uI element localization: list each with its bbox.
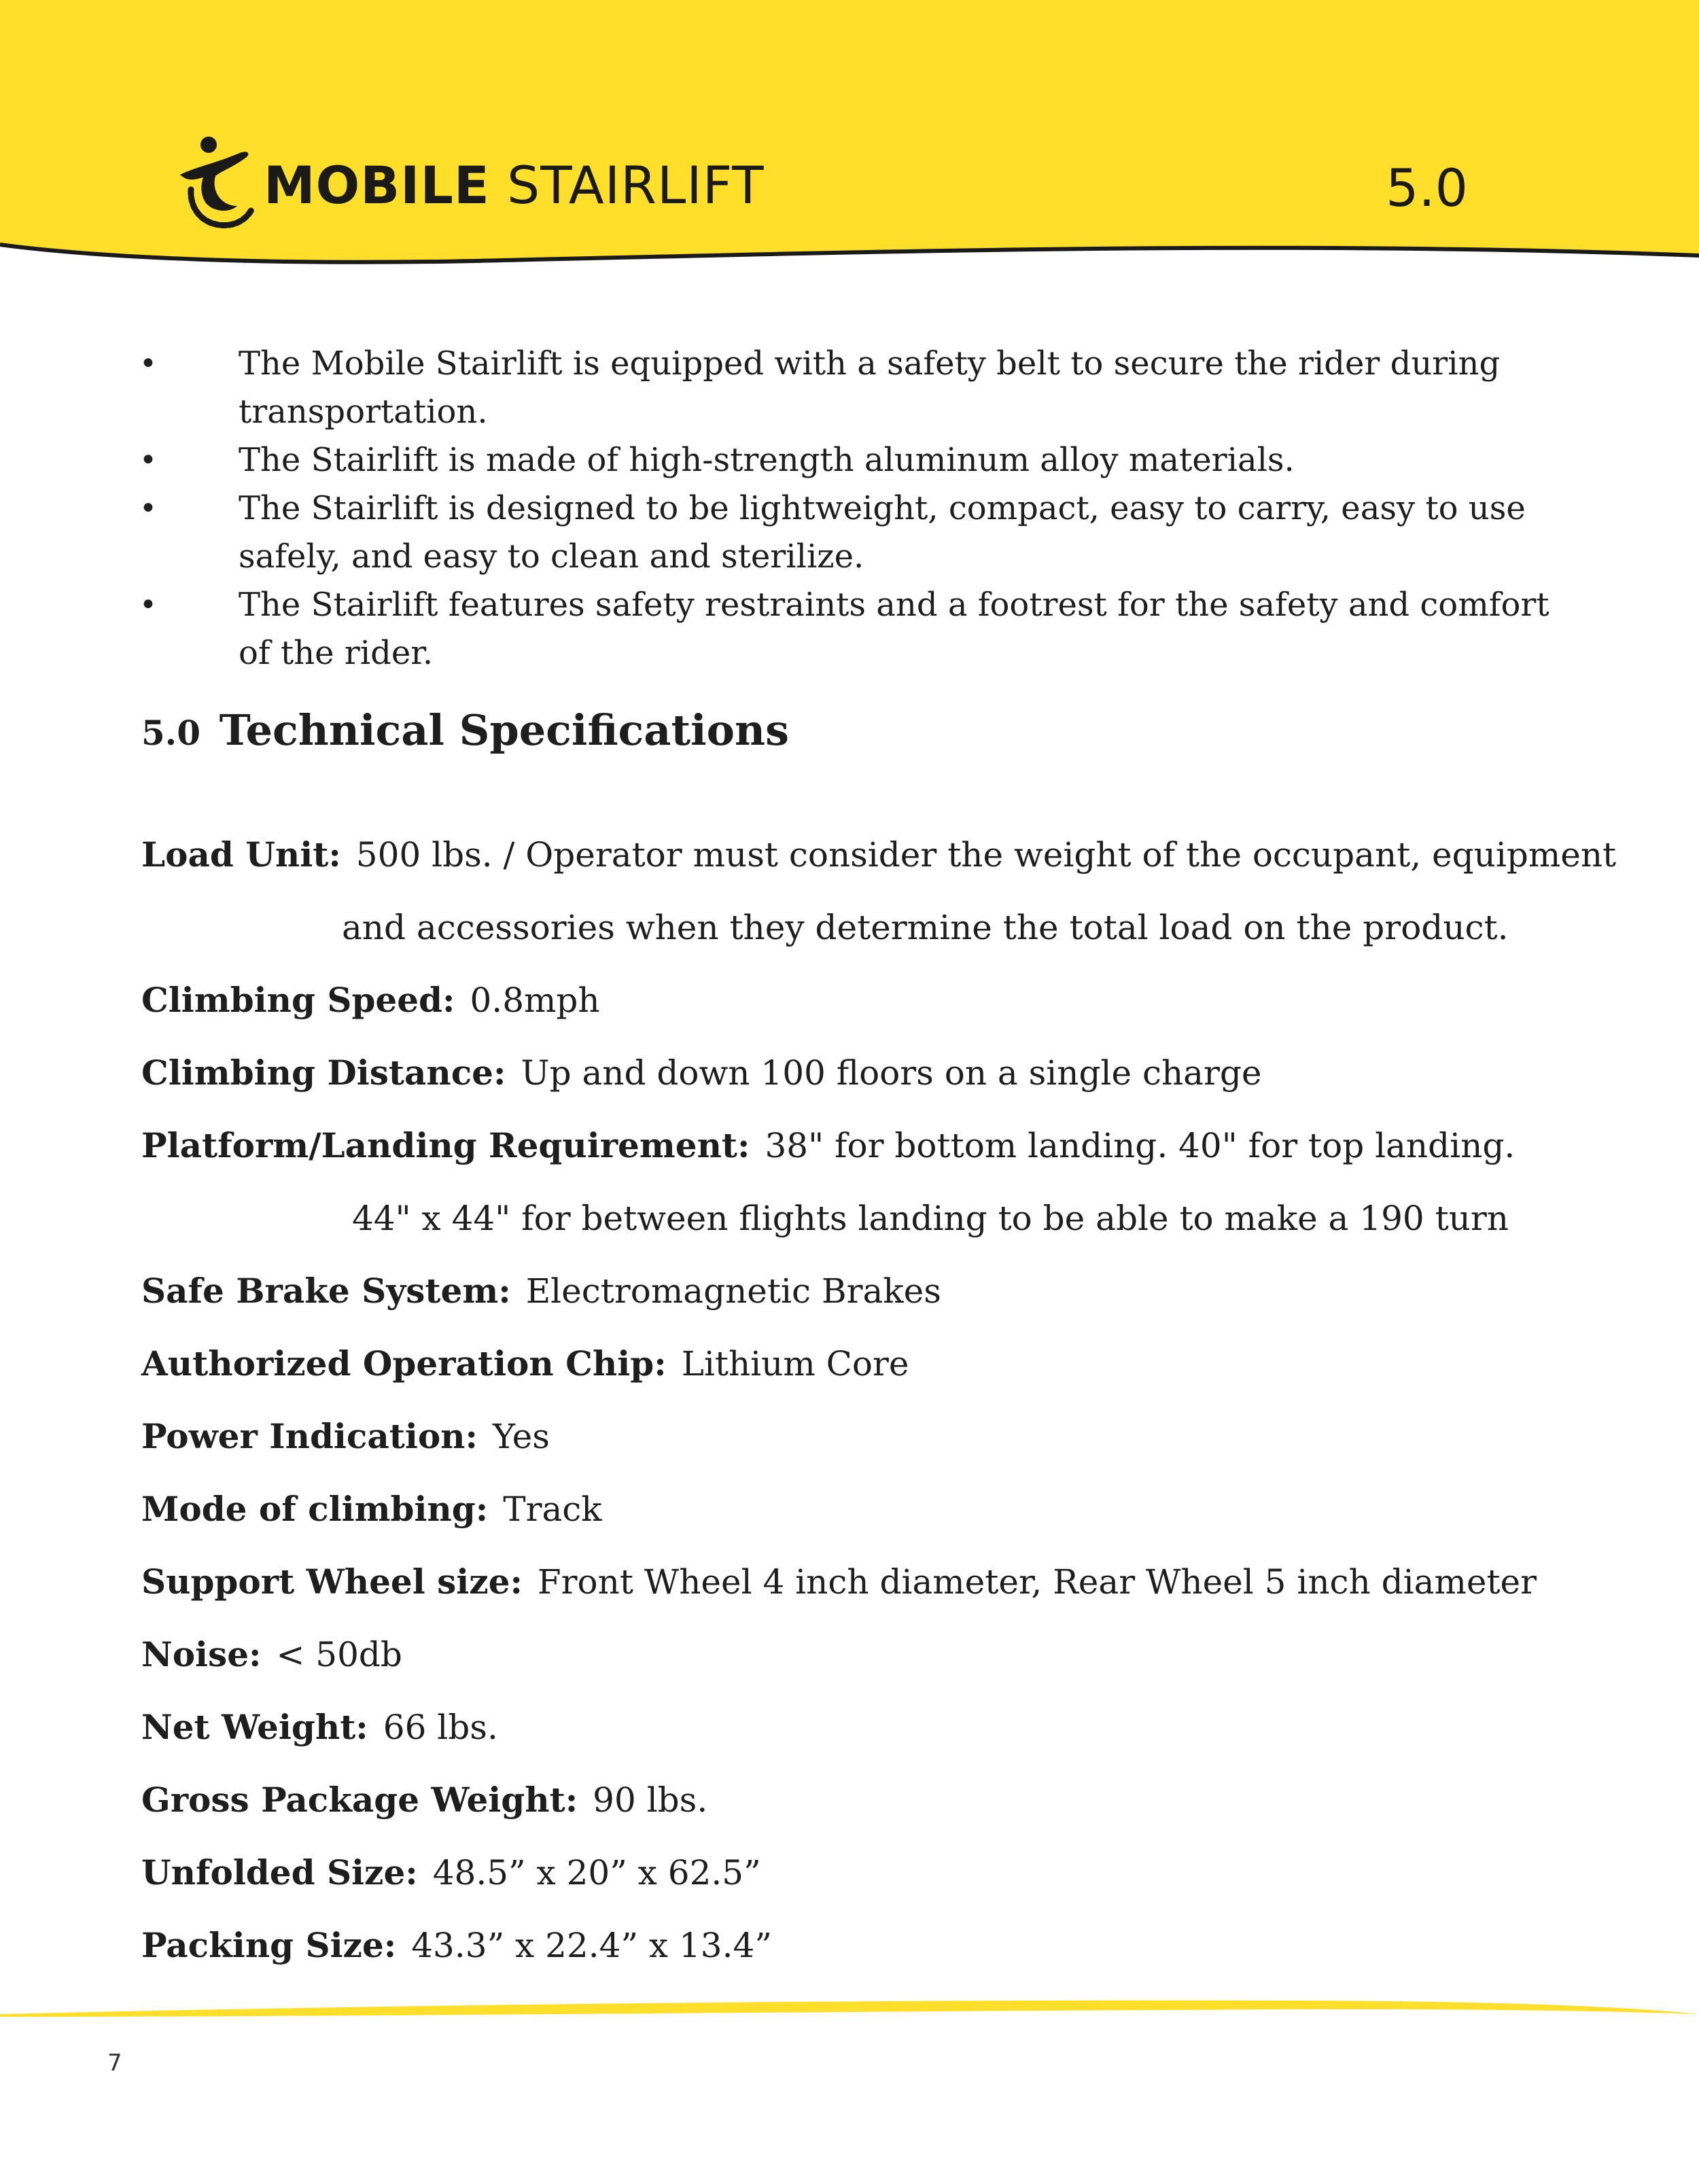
spec-row-power-indication bbox=[141, 1416, 550, 1457]
section-heading-number: 5.0 bbox=[141, 713, 200, 753]
spec-label: Noise: bbox=[141, 1634, 262, 1674]
spec-value: 38" for bottom landing. 40" for top landing. bbox=[765, 1126, 1516, 1165]
spec-row-net-weight bbox=[141, 1707, 498, 1748]
bullet-glyph: • bbox=[139, 588, 157, 622]
spec-label: Mode of climbing: bbox=[141, 1489, 489, 1529]
feature-item bbox=[139, 581, 1580, 677]
header-section-number: 5.0 bbox=[1386, 158, 1468, 218]
spec-value: Front Wheel 4 inch diameter, Rear Wheel 5 inch diameter bbox=[537, 1562, 1537, 1602]
footer-swoosh bbox=[0, 1991, 1699, 2032]
spec-row-packing-size bbox=[141, 1925, 772, 1966]
spec-continuation: and accessories when they determine the total load on the product. bbox=[342, 908, 1509, 947]
feature-item bbox=[139, 436, 1580, 485]
spec-label: Climbing Distance: bbox=[141, 1053, 506, 1093]
spec-value: 500 lbs. / Operator must consider the weight of the occupant, equipment bbox=[355, 835, 1617, 875]
spec-label: Packing Size: bbox=[141, 1925, 397, 1965]
spec-value: Up and down 100 floors on a single charge bbox=[521, 1053, 1262, 1093]
bullet-glyph: • bbox=[139, 443, 157, 478]
feature-text: The Stairlift is made of high-strength aluminum alloy materials. bbox=[239, 441, 1295, 479]
spec-row-gross-weight bbox=[141, 1780, 707, 1820]
spec-row-climbing-distance bbox=[141, 1053, 1261, 1093]
feature-text: The Stairlift features safety restraints and a footrest for the safety and comfort of the rider. bbox=[239, 586, 1549, 672]
spec-row-operation-chip bbox=[141, 1343, 909, 1384]
spec-value: Electromagnetic Brakes bbox=[525, 1271, 941, 1311]
spec-row-unfolded-size bbox=[141, 1852, 761, 1893]
spec-label: Safe Brake System: bbox=[141, 1271, 511, 1311]
feature-text: The Mobile Stairlift is equipped with a safety belt to secure the rider during transportation. bbox=[239, 345, 1501, 431]
feature-text: The Stairlift is designed to be lightweight, compact, easy to carry, easy to use safely, and easy to clean and sterilize. bbox=[239, 489, 1526, 576]
spec-value: Lithium Core bbox=[681, 1344, 909, 1384]
spec-row-brake-system bbox=[141, 1271, 941, 1311]
spec-row-mode-of-climbing bbox=[141, 1489, 602, 1530]
section-heading bbox=[141, 705, 789, 755]
brand-light: STAIRLIFT bbox=[506, 155, 765, 215]
spec-label: Unfolded Size: bbox=[141, 1852, 418, 1892]
bullet-glyph: • bbox=[139, 347, 157, 381]
spec-label: Gross Package Weight: bbox=[141, 1780, 578, 1820]
spec-value: 66 lbs. bbox=[383, 1708, 498, 1747]
brand-bold: MOBILE bbox=[264, 155, 490, 215]
spec-value: 90 lbs. bbox=[593, 1780, 708, 1820]
spec-value: < 50db bbox=[276, 1635, 402, 1674]
wheelchair-person-logo-icon bbox=[167, 133, 275, 234]
spec-value: 43.3” x 22.4” x 13.4” bbox=[411, 1926, 772, 1965]
spec-label: Support Wheel size: bbox=[141, 1562, 523, 1602]
feature-item bbox=[139, 340, 1580, 436]
feature-item bbox=[139, 485, 1580, 581]
spec-label: Net Weight: bbox=[141, 1707, 368, 1747]
spec-value: Track bbox=[503, 1490, 602, 1529]
spec-label: Power Indication: bbox=[141, 1416, 478, 1456]
spec-label: Load Unit: bbox=[141, 834, 341, 875]
bullet-glyph: • bbox=[139, 491, 157, 526]
spec-label: Authorized Operation Chip: bbox=[141, 1343, 667, 1384]
spec-row-noise bbox=[141, 1634, 402, 1675]
page-number: 7 bbox=[107, 2049, 122, 2077]
spec-continuation: 44" x 44" for between flights landing to be able to make a 190 turn bbox=[352, 1199, 1509, 1238]
spec-row-wheel-size bbox=[141, 1562, 1537, 1602]
spec-label: Climbing Speed: bbox=[141, 980, 455, 1020]
section-heading-title: Technical Specifications bbox=[219, 705, 789, 755]
spec-row-platform-landing bbox=[141, 1125, 1515, 1166]
feature-list bbox=[139, 340, 1580, 677]
spec-value: 0.8mph bbox=[470, 981, 600, 1020]
spec-label: Platform/Landing Requirement: bbox=[141, 1125, 750, 1165]
spec-value: 48.5” x 20” x 62.5” bbox=[432, 1853, 761, 1892]
spec-row-climbing-speed bbox=[141, 980, 600, 1021]
brand-wordmark bbox=[264, 155, 765, 216]
spec-value: Yes bbox=[493, 1417, 550, 1456]
spec-row-load-unit bbox=[141, 834, 1616, 875]
